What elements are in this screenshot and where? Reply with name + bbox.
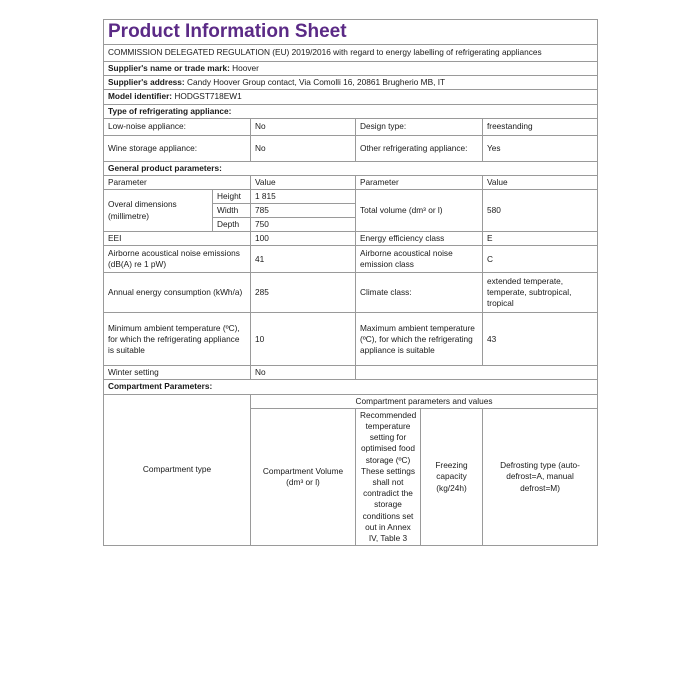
regulation-text: COMMISSION DELEGATED REGULATION (EU) 2019/2016 with regard to energy labelling of refrigerating appliances (104, 44, 598, 61)
annual-energy-label: Annual energy consumption (kWh/a) (104, 273, 251, 313)
general-header-value: Value (251, 175, 356, 189)
winter-setting-empty (356, 366, 598, 380)
climate-class-label: Climate class: (356, 273, 483, 313)
general-header-value-2: Value (483, 175, 598, 189)
dimensions-label: Overal dimensions (millimetre) (104, 190, 213, 232)
design-type-value: freestanding (483, 118, 598, 135)
climate-class-value: extended temperate, temperate, subtropical, tropical (483, 273, 598, 313)
wine-storage-label: Wine storage appliance: (104, 135, 251, 161)
total-volume-label: Total volume (dm³ or l) (356, 190, 483, 232)
other-refrigerating-value: Yes (483, 135, 598, 161)
type-heading: Type of refrigerating appliance: (104, 104, 598, 118)
depth-value: 750 (251, 218, 356, 232)
eei-value: 100 (251, 232, 356, 246)
depth-label: Depth (213, 218, 251, 232)
energy-class-label: Energy efficiency class (356, 232, 483, 246)
compartment-volume-header: Compartment Volume (dm³ or l) (251, 408, 356, 545)
supplier-name-row (104, 61, 598, 75)
wine-storage-value: No (251, 135, 356, 161)
min-ambient-value: 10 (251, 313, 356, 366)
max-ambient-value: 43 (483, 313, 598, 366)
energy-class-value: E (483, 232, 598, 246)
height-value: 1 815 (251, 190, 356, 204)
freezing-capacity-header: Freezing capacity (kg/24h) (421, 408, 483, 545)
page-title: Product Information Sheet (104, 20, 598, 45)
min-ambient-label: Minimum ambient temperature (ºC), for which the refrigerating appliance is suitable (104, 313, 251, 366)
general-header-parameter: Parameter (104, 175, 251, 189)
general-header-parameter-2: Parameter (356, 175, 483, 189)
noise-emissions-value: 41 (251, 246, 356, 273)
supplier-address-value: Candy Hoover Group contact, Via Comolli 16, 20861 Brugherio MB, IT (186, 77, 446, 88)
noise-emissions-label: Airborne acoustical noise emissions (dB(A) re 1 pW) (104, 246, 251, 273)
width-label: Width (213, 204, 251, 218)
product-information-sheet (103, 19, 597, 695)
compartment-heading: Compartment Parameters: (104, 380, 598, 394)
model-label: Model identifier: (108, 91, 173, 102)
winter-setting-value: No (251, 366, 356, 380)
general-heading: General product parameters: (104, 161, 598, 175)
info-table (103, 19, 598, 546)
compartment-type-header: Compartment type (104, 394, 251, 545)
defrosting-type-header: Defrosting type (auto-defrost=A, manual defrost=M) (483, 408, 598, 545)
model-row (104, 90, 598, 104)
noise-class-label: Airborne acoustical noise emission class (356, 246, 483, 273)
supplier-name-value: Hoover (232, 62, 259, 73)
max-ambient-label: Maximum ambient temperature (ºC), for which the refrigerating appliance is suitable (356, 313, 483, 366)
height-label: Height (213, 190, 251, 204)
model-value: HODGST718EW1 (174, 91, 242, 102)
supplier-name-label: Supplier's name or trade mark: (108, 62, 230, 73)
other-refrigerating-label: Other refrigerating appliance: (356, 135, 483, 161)
compartment-group-header: Compartment parameters and values (251, 394, 598, 408)
low-noise-value: No (251, 118, 356, 135)
noise-class-value: C (483, 246, 598, 273)
supplier-address-label: Supplier's address: (108, 77, 185, 88)
supplier-address-row (104, 76, 598, 90)
recommended-temp-header: Recommended temperature setting for optimised food storage (ºC) These settings shall not contradict the storage conditions set out in Annex IV, Table 3 (356, 408, 421, 545)
eei-label: EEI (104, 232, 251, 246)
winter-setting-label: Winter setting (104, 366, 251, 380)
total-volume-value: 580 (483, 190, 598, 232)
annual-energy-value: 285 (251, 273, 356, 313)
design-type-label: Design type: (356, 118, 483, 135)
width-value: 785 (251, 204, 356, 218)
low-noise-label: Low-noise appliance: (104, 118, 251, 135)
